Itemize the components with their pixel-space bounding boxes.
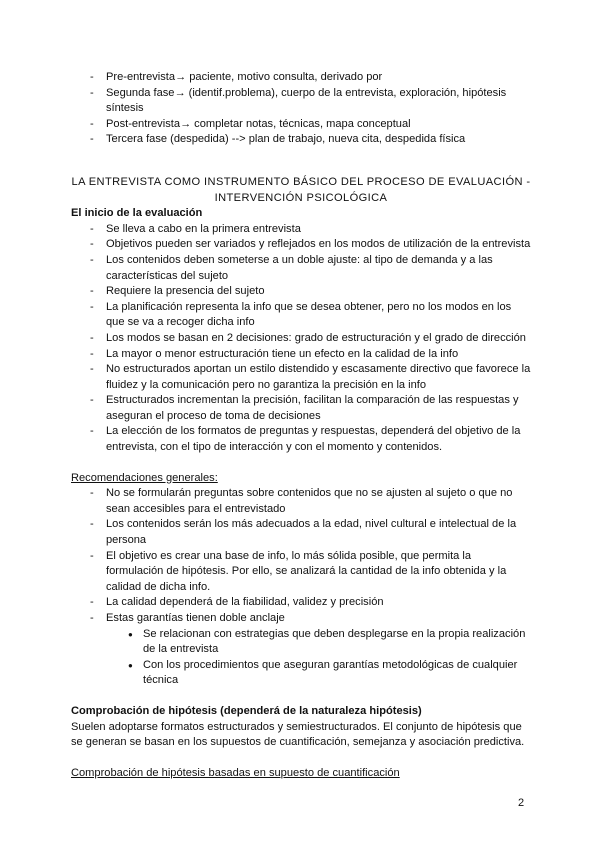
list-item: - La elección de los formatos de preguntas y respuestas, dependerá del objetivo de la entrevista, con el tipo de interacción y con el momento y contenidos.: [71, 424, 531, 455]
list-item: - Objetivos pueden ser variados y reflejados en los modos de utilización de la entrevista: [71, 237, 531, 253]
recomendaciones-heading: Recomendaciones generales:: [71, 471, 218, 484]
list-item: - No estructurados aportan un estilo distendido y escasamente directivo que favorece la fluidez y la comunicación pero no garantiza la precisión en la info: [71, 362, 531, 393]
list-item: - El objetivo es crear una base de info, lo más sólida posible, que permita la formulación de hipótesis. Por ello, se analizará la cantidad de la info obtenida y la calidad de dicha info.: [71, 549, 531, 596]
section-title: [71, 175, 531, 206]
recomendaciones-list: [71, 486, 531, 626]
list-item: - Estas garantías tienen doble anclaje: [71, 611, 531, 627]
list-item: - Post-entrevista→ completar notas, técnicas, mapa conceptual: [71, 117, 531, 133]
list-item: - La calidad dependerá de la fiabilidad, validez y precisión: [71, 595, 531, 611]
comprobacion-heading: Comprobación de hipótesis (dependerá de la naturaleza hipótesis): [71, 704, 422, 717]
list-item: - Los contenidos deben someterse a un doble ajuste: al tipo de demanda y a las características del sujeto: [71, 253, 531, 284]
intro-list: [71, 70, 531, 148]
comprobacion-paragraph: Suelen adoptarse formatos estructurados y semiestructurados. El conjunto de hipótesis que se generan se basan en los supuestos de cuantificación, semejanza y asociación predictiva.: [71, 720, 525, 749]
section-title-line: LA ENTREVISTA COMO INSTRUMENTO BÁSICO DEL PROCESO DE EVALUACIÓN -: [71, 175, 531, 188]
comprobacion-subheading: Comprobación de hipótesis basadas en supuesto de cuantificación: [71, 766, 400, 779]
inicio-list: [71, 222, 531, 456]
list-item: - Segunda fase→ (identif.problema), cuerpo de la entrevista, exploración, hipótesis síntesis: [71, 86, 531, 117]
list-item: - Requiere la presencia del sujeto: [71, 284, 531, 300]
page-number: 2: [518, 797, 525, 809]
section-title-line: INTERVENCIÓN PSICOLÓGICA: [214, 191, 388, 204]
list-item: - Pre-entrevista→ paciente, motivo consulta, derivado por: [71, 70, 531, 86]
list-item: - Tercera fase (despedida) --> plan de trabajo, nueva cita, despedida física: [71, 132, 531, 148]
garantias-sublist: [71, 627, 531, 689]
sublist-item: ● Se relacionan con estrategias que deben desplegarse en la propia realización de la entrevista: [71, 627, 531, 658]
list-item: - Estructurados incrementan la precisión, facilitan la comparación de las respuestas y aseguran el proceso de toma de decisiones: [71, 393, 531, 424]
list-item: - No se formularán preguntas sobre contenidos que no se ajusten al sujeto o que no sean accesibles para el entrevistado: [71, 486, 531, 517]
sublist-item: ● Con los procedimientos que aseguran garantías metodológicas de cualquier técnica: [71, 658, 531, 689]
list-item: - Los contenidos serán los más adecuados a la edad, nivel cultural e intelectual de la persona: [71, 517, 531, 548]
spacer: [71, 689, 531, 704]
spacer: [71, 751, 531, 766]
list-item: - Se lleva a cabo en la primera entrevista: [71, 222, 531, 238]
spacer: [71, 456, 531, 471]
page-content: [71, 70, 531, 781]
inicio-heading: El inicio de la evaluación: [71, 207, 203, 220]
list-item: - La planificación representa la info que se desea obtener, pero no los modos en los que se va a recoger dicha info: [71, 300, 531, 331]
list-item: - Los modos se basan en 2 decisiones: grado de estructuración y el grado de dirección: [71, 331, 531, 347]
list-item: - La mayor o menor estructuración tiene un efecto en la calidad de la info: [71, 347, 531, 363]
